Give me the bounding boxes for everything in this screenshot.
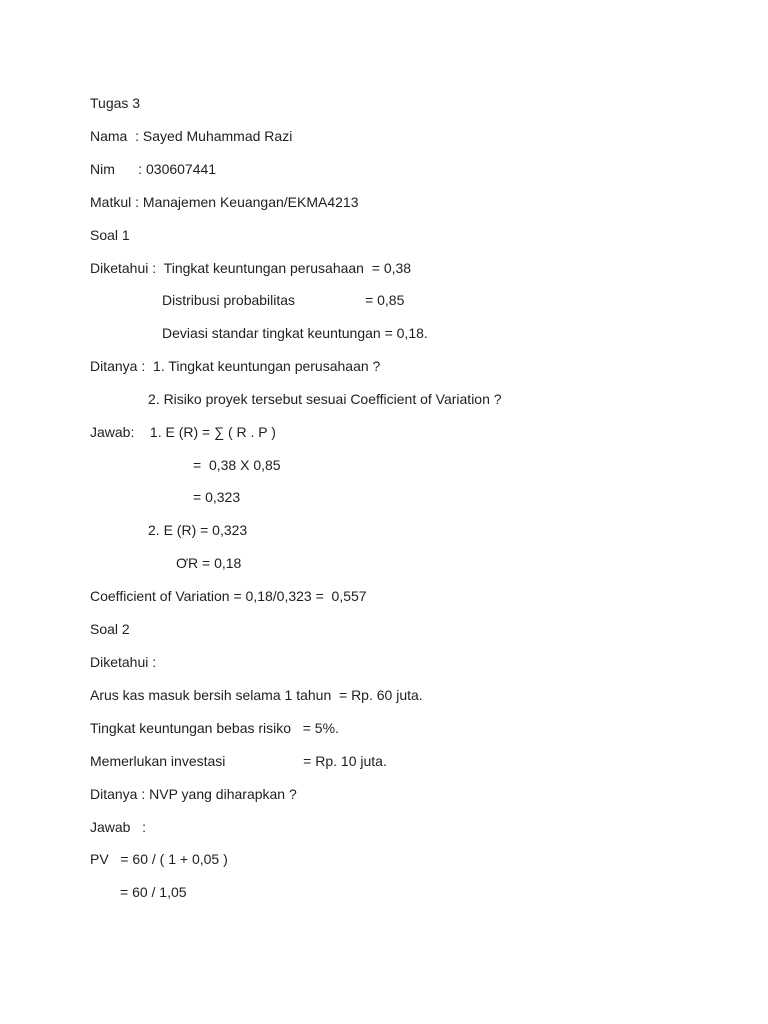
given-line: Diketahui : Tingkat keuntungan perusahaan = 0,38 [90,260,412,276]
question-line: Ditanya : 1. Tingkat keuntungan perusahaan ? [90,358,381,374]
answer-line: Jawab: 1. E (R) = ∑ ( R . P ) [90,424,276,440]
given-line: Tingkat keuntungan bebas risiko = 5%. [90,720,339,736]
given-line: Arus kas masuk bersih selama 1 tahun = Rp. 60 juta. [90,687,423,703]
question-line: 2. Risiko proyek tersebut sesuai Coefficient of Variation ? [148,391,502,407]
answer-line: PV = 60 / ( 1 + 0,05 ) [90,851,228,867]
question-line: Ditanya : NVP yang diharapkan ? [90,786,297,802]
section-heading-soal-2: Soal 2 [90,621,130,637]
given-line: Deviasi standar tingkat keuntungan = 0,18. [162,325,428,341]
answer-line: = 0,38 X 0,85 [193,457,281,473]
answer-line: = 60 / 1,05 [120,884,187,900]
section-heading-soal-1: Soal 1 [90,227,130,243]
answer-label: Jawab : [90,819,147,835]
answer-line: Coefficient of Variation = 0,18/0,323 = 0,557 [90,588,367,604]
student-name: Nama : Sayed Muhammad Razi [90,128,293,144]
student-nim: Nim : 030607441 [90,161,217,177]
answer-line: ƠR = 0,18 [176,555,242,571]
course-name: Matkul : Manajemen Keuangan/EKMA4213 [90,194,359,210]
doc-title: Tugas 3 [90,95,141,111]
answer-line: = 0,323 [193,489,241,505]
given-line: Memerlukan investasi = Rp. 10 juta. [90,753,387,769]
given-line: Distribusi probabilitas = 0,85 [162,292,405,308]
answer-line: 2. E (R) = 0,323 [148,522,248,538]
given-label: Diketahui : [90,654,157,670]
